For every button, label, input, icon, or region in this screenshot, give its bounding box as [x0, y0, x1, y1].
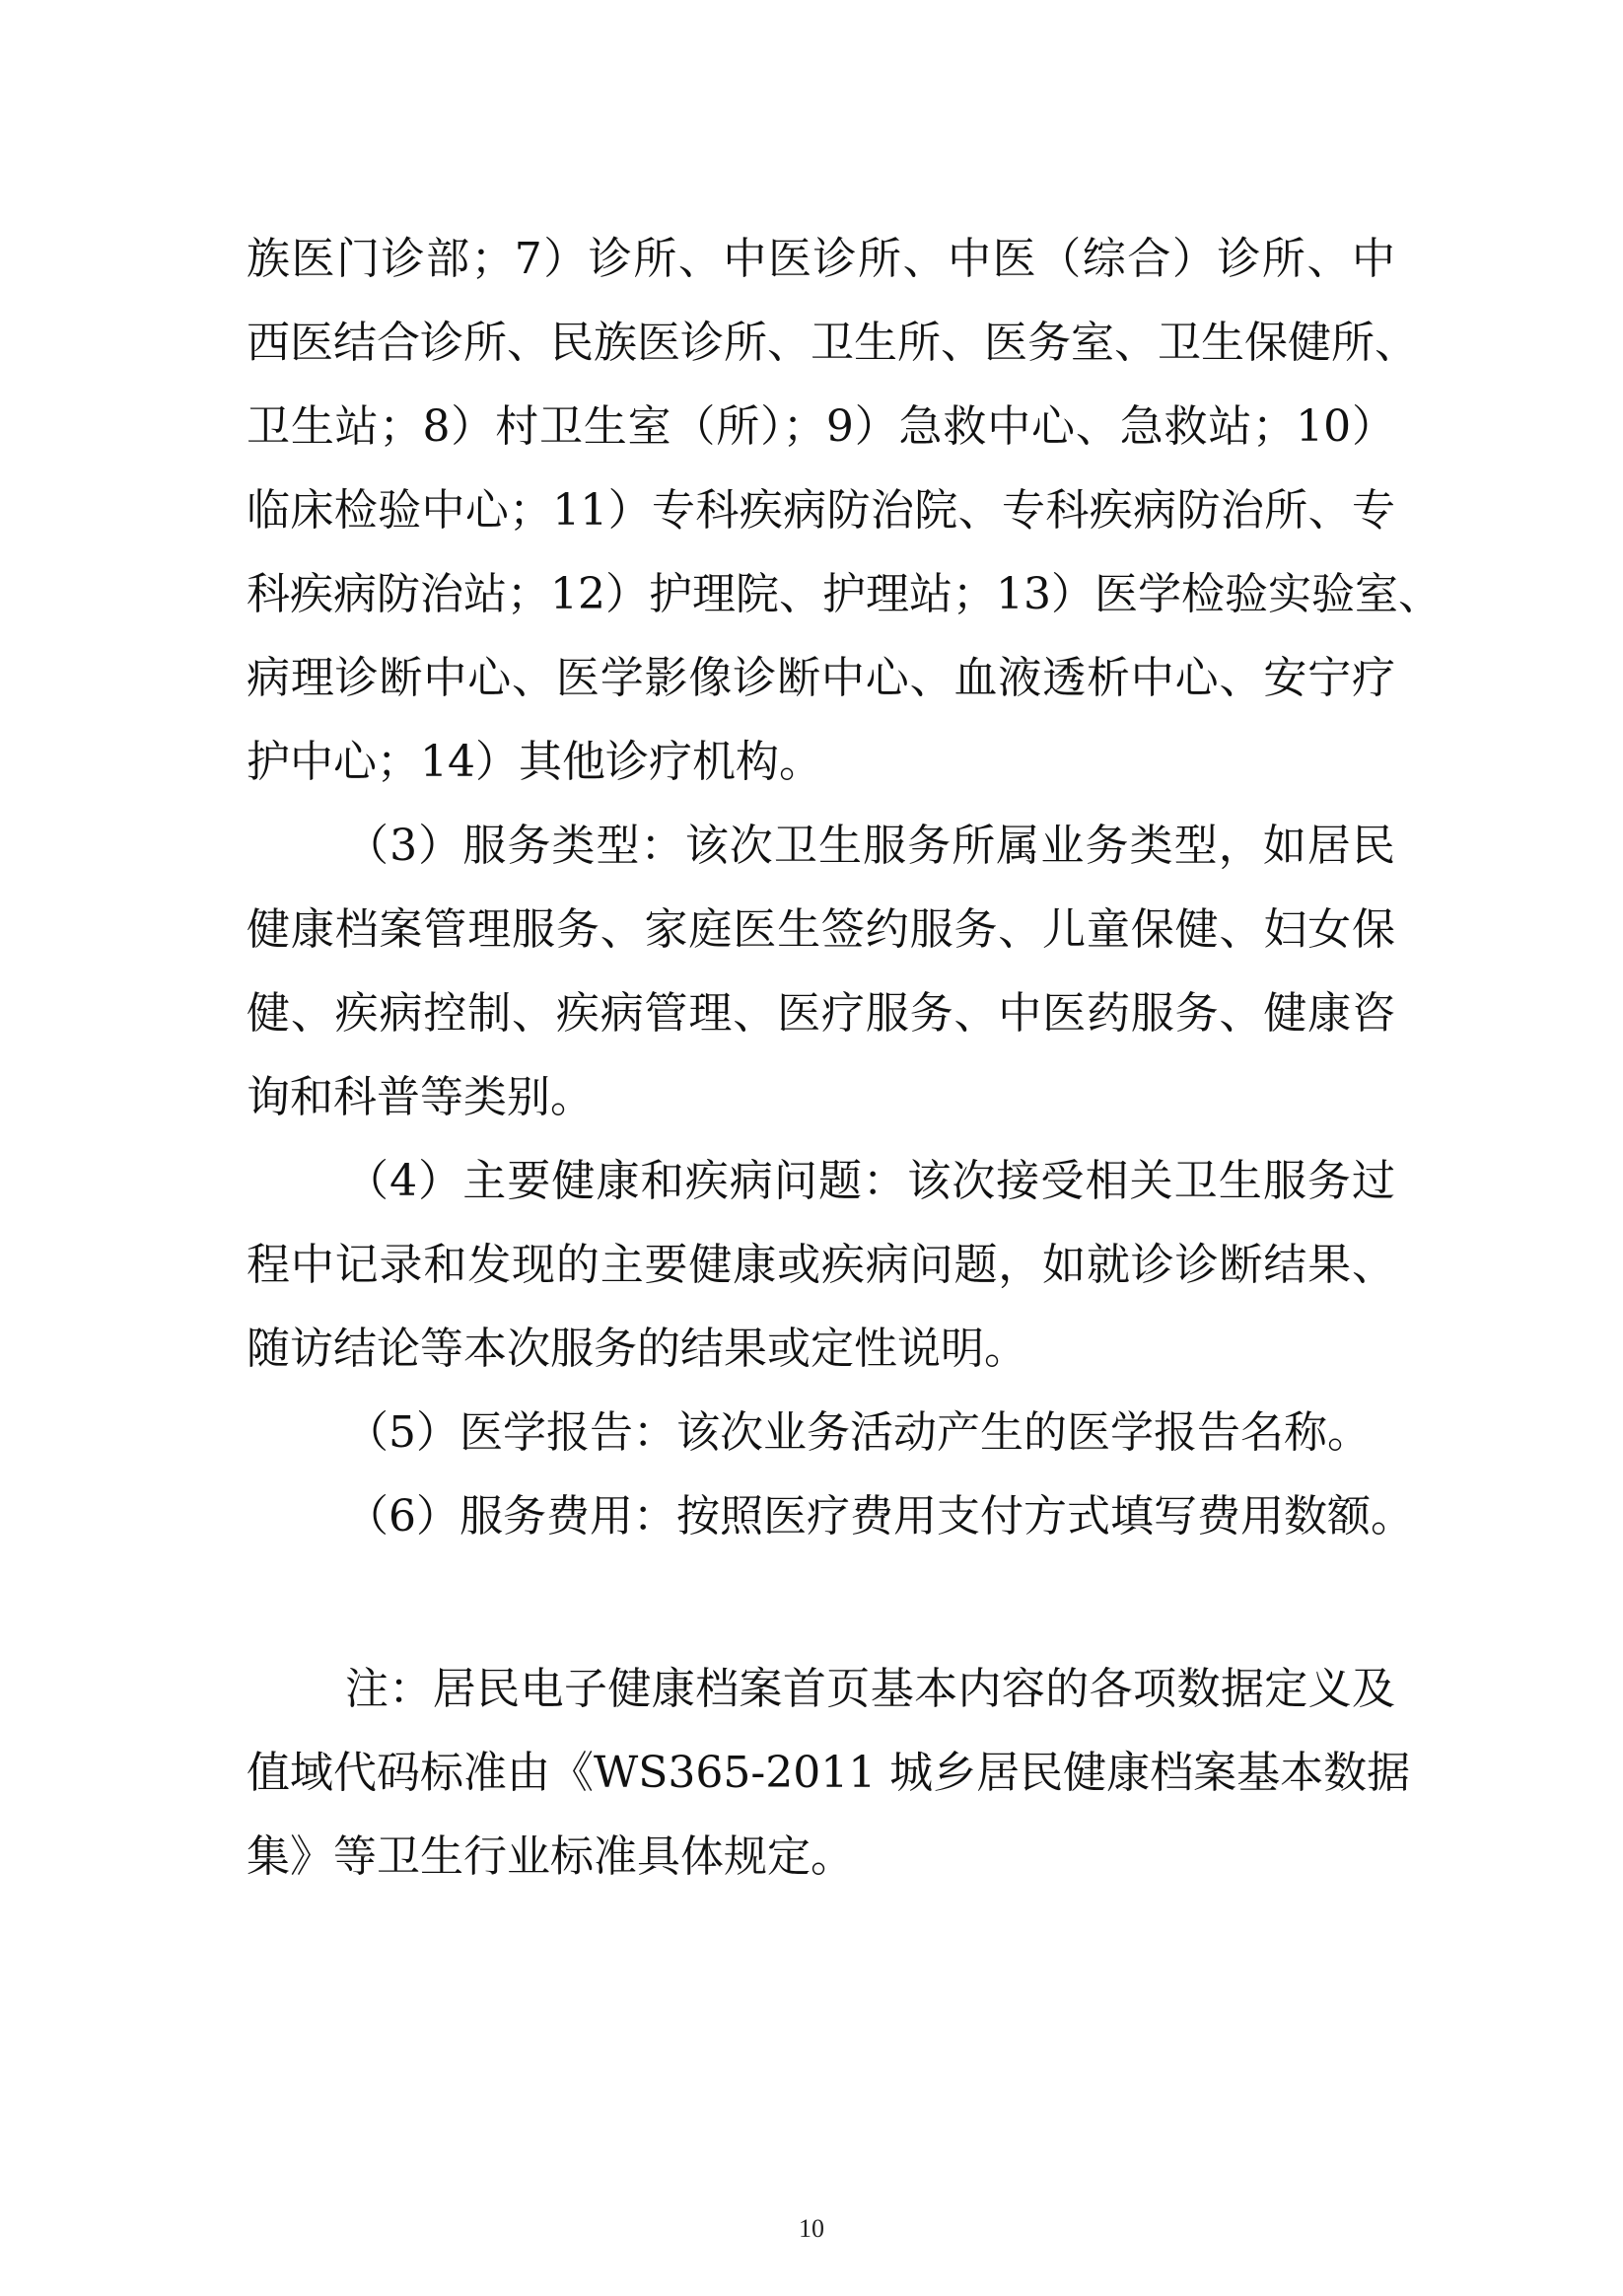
- text-line: 卫生站；8）村卫生室（所）；9）急救中心、急救站；10）: [247, 401, 1395, 452]
- page-number: 10: [799, 2214, 824, 2243]
- text-line: 健康档案管理服务、家庭医生签约服务、儿童保健、妇女保: [247, 904, 1395, 955]
- paragraph-health-issues: （4）主要健康和疾病问题：该次接受相关卫生服务过: [345, 1156, 1395, 1206]
- text-line: 病理诊断中心、医学影像诊断中心、血液透析中心、安宁疗: [247, 653, 1395, 703]
- text-line: 护中心；14）其他诊疗机构。: [247, 737, 822, 787]
- note-paragraph: 注：居民电子健康档案首页基本内容的各项数据定义及: [345, 1664, 1395, 1714]
- text-line: 西医结合诊所、民族医诊所、卫生所、医务室、卫生保健所、: [247, 318, 1418, 368]
- text-line: 临床检验中心；11）专科疾病防治院、专科疾病防治所、专: [247, 485, 1395, 536]
- body-text: [247, 217, 1442, 1899]
- text-line: 集》等卫生行业标准具体规定。: [247, 1831, 854, 1882]
- text-line: 程中记录和发现的主要健康或疾病问题，如就诊诊断结果、: [247, 1240, 1395, 1290]
- paragraph-spacer: [247, 1558, 1395, 1647]
- text-line: 科疾病防治站；12）护理院、护理站；13）医学检验实验室、: [247, 569, 1442, 619]
- text-line: 询和科普等类别。: [247, 1072, 594, 1122]
- text-line: 随访结论等本次服务的结果或定性说明。: [247, 1324, 1027, 1374]
- paragraph-service-fee: （6）服务费用：按照医疗费用支付方式填写费用数额。: [345, 1491, 1414, 1542]
- paragraph-service-type: （3）服务类型：该次卫生服务所属业务类型，如居民: [345, 821, 1395, 871]
- text-line: 健、疾病控制、疾病管理、医疗服务、中医药服务、健康咨: [247, 988, 1395, 1039]
- text-line: 值域代码标准由《WS365-2011 城乡居民健康档案基本数据: [247, 1748, 1411, 1798]
- paragraph-medical-report: （5）医学报告：该次业务活动产生的医学报告名称。: [345, 1407, 1371, 1458]
- text-line: 族医门诊部；7）诊所、中医诊所、中医（综合）诊所、中: [247, 234, 1395, 284]
